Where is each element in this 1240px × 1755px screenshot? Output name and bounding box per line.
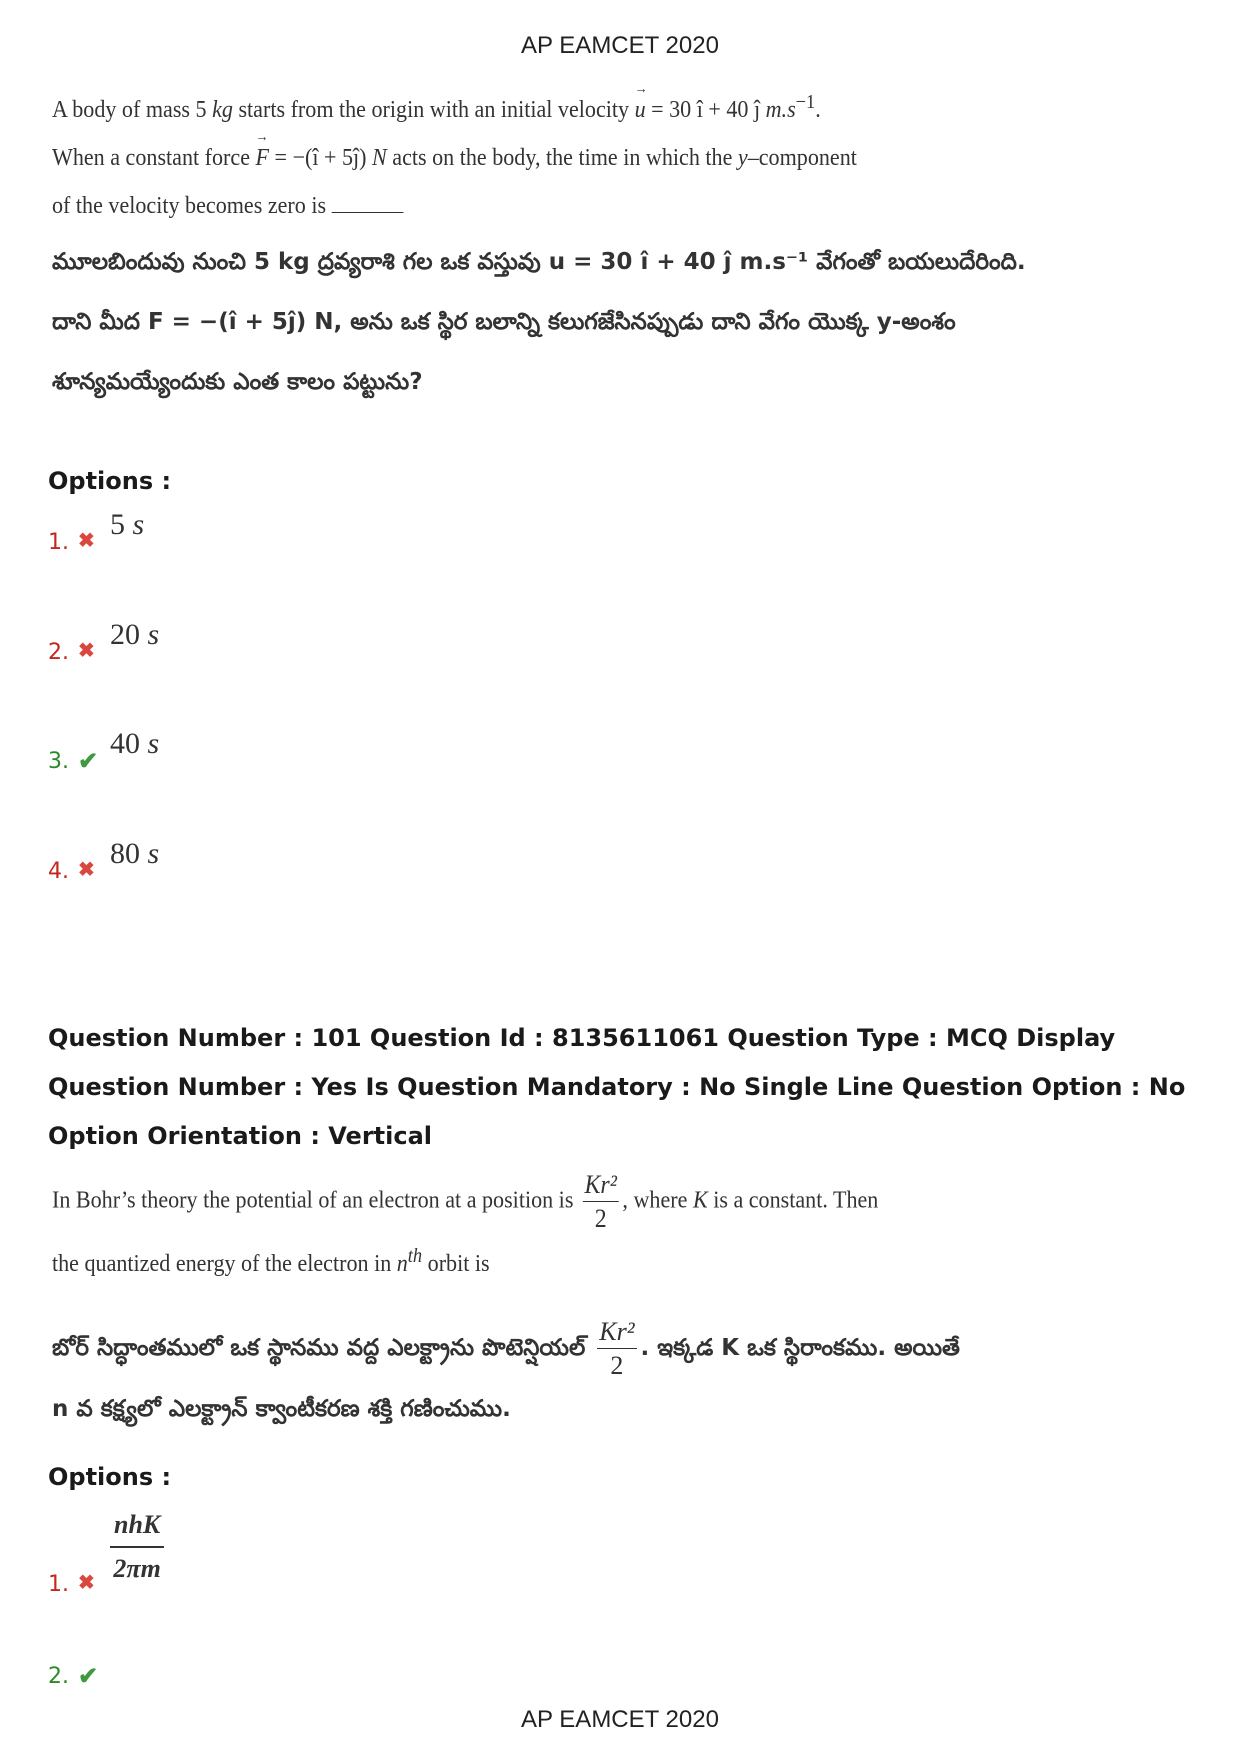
option-number: 2. [48,640,69,665]
cross-icon: ✖ [78,1572,95,1594]
question-english-text: In Bohr’s theory the potential of an electron at a position is $\frac{\text{Kr²}}{2}$ , where K is a constant. Then the quantized energy of the electron in $n^{th}$ orbit is [52,1170,879,1277]
question-telugu-text: బోర్ సిద్ధాంతములో ఒక స్థానము వద్ద ఎలక్ట్రాను పొటెన్షియల్ $\frac{\text{Kr²}}{2}$ . ఇక్కడ K ఒక స్థిరాంకము. అయితే n వ కక్ష్యలో ఎలక్ట్రాన్ క్వాంటీకరణ శక్తి గణించుము. [52,1316,960,1422]
check-icon: ✔ [78,748,99,775]
option-fraction: nhK 2πm [110,1510,164,1584]
cross-icon: ✖ [78,640,95,662]
cross-icon: ✖ [78,530,95,552]
option-number: 1. [48,1572,69,1597]
option-value: 80 s [110,837,160,870]
cross-icon: ✖ [78,859,95,881]
option-number: 2. [48,1664,69,1689]
option-value: 40 s [110,727,160,760]
option-number: 3. [48,749,69,774]
option-value: 5 s [110,508,145,541]
page-header: AP EAMCET 2020 [521,32,719,59]
option-number: 1. [48,530,69,555]
question-telugu-text: మూలబిందువు నుంచి 5 kg ద్రవ్యరాశి గల ఒక వస్తువు u = 30 î + 40 ĵ m.s⁻¹ వేగంతో బయలుదేరింది. దాని మీద F = −(î + 5ĵ) N, అను ఒక స్థిర బలాన్ని కలుగజేసినప్పుడు దాని వేగం యొక్క y-అంశం శూన్యమయ్యేందుకు ఎంత కాలం పట్టును? [52,249,1026,395]
options-label: Options : [48,1463,172,1491]
check-icon: ✔ [78,1663,99,1690]
answer-blank [332,192,404,213]
option-number: 4. [48,859,69,884]
option-value: 20 s [110,618,160,651]
options-label: Options : [48,467,172,495]
question-english-text: A body of mass 5 kg starts from the origin with an initial velocity → u = 30 î + 40 ĵ $m.s^{-1}$. When a constant force → F = −(î + 5ĵ) N acts on the body, the time in which the y–component of the velocity becomes zero is [52,78,857,230]
question-meta: Question Number : 101 Question Id : 8135611061 Question Type : MCQ Display Question Number : Yes Is Question Mandatory : No Single Line Question Option : No Option Orientation : Vertical [48,1024,1186,1150]
page-footer: AP EAMCET 2020 [521,1706,719,1733]
